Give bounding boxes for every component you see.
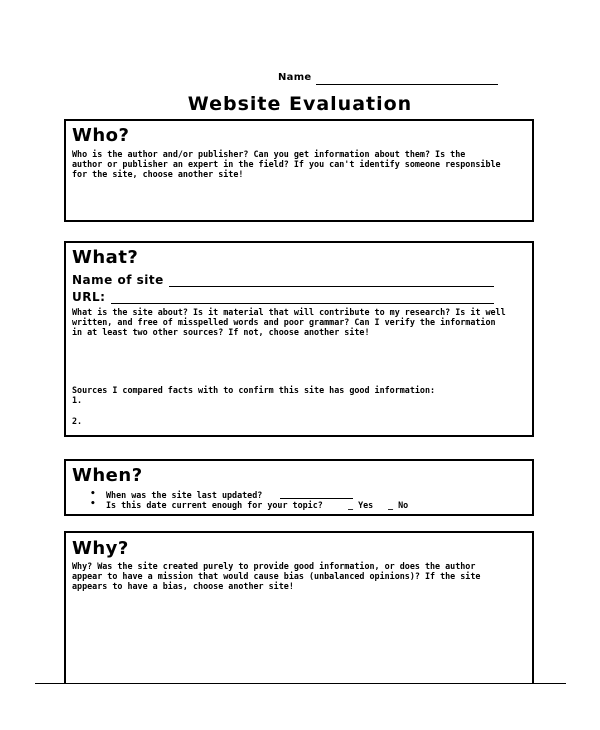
when-section: [64, 459, 534, 516]
name-of-site-label: Name of site: [72, 273, 164, 287]
bullet-dot: •: [90, 489, 96, 499]
who-section: [64, 119, 534, 222]
what-text-line-3: in at least two other sources? If not, choose another site!: [72, 327, 370, 337]
url-label: URL:: [72, 290, 106, 304]
yes-option[interactable]: _ Yes: [348, 500, 374, 510]
what-text-line-2: written, and free of misspelled words and poor grammar? Can I verify the information: [72, 317, 496, 327]
when-bullet-2: Is this date current enough for your topic?: [106, 500, 323, 510]
what-text-line-1: What is the site about? Is it material that will contribute to my research? Is it well: [72, 307, 506, 317]
why-text-line-3: appears to have a bias, choose another site!: [72, 581, 294, 591]
why-text-line-1: Why? Was the site created purely to provide good information, or does the author: [72, 561, 476, 571]
what-section: [64, 241, 534, 437]
no-option[interactable]: _ No: [388, 500, 409, 510]
who-heading: Who?: [72, 125, 130, 146]
url-field[interactable]: [111, 303, 494, 304]
bullet-dot: •: [90, 499, 96, 509]
what-heading: What?: [72, 247, 139, 268]
page-title: Website Evaluation: [187, 93, 413, 115]
who-text-line-2: author or publisher an expert in the field? If you can't identify someone responsible: [72, 159, 501, 169]
name-label: Name: [278, 72, 312, 83]
last-updated-field[interactable]: [280, 498, 353, 499]
who-text-line-3: for the site, choose another site!: [72, 169, 244, 179]
when-bullet-1: When was the site last updated?: [106, 490, 263, 500]
source-1-label: 1.: [72, 395, 83, 405]
name-field-line[interactable]: [316, 84, 498, 85]
why-text-line-2: appear to have a mission that would cause bias (unbalanced opinions)? If the site: [72, 571, 481, 581]
when-heading: When?: [72, 465, 143, 486]
page-divider: [35, 683, 566, 684]
sources-label: Sources I compared facts with to confirm this site has good information:: [72, 385, 436, 395]
source-2-label: 2.: [72, 416, 83, 426]
why-section: [64, 531, 534, 683]
who-text-line-1: Who is the author and/or publisher? Can you get information about them? Is the: [72, 149, 466, 159]
name-of-site-field[interactable]: [169, 286, 494, 287]
why-heading: Why?: [72, 538, 129, 559]
